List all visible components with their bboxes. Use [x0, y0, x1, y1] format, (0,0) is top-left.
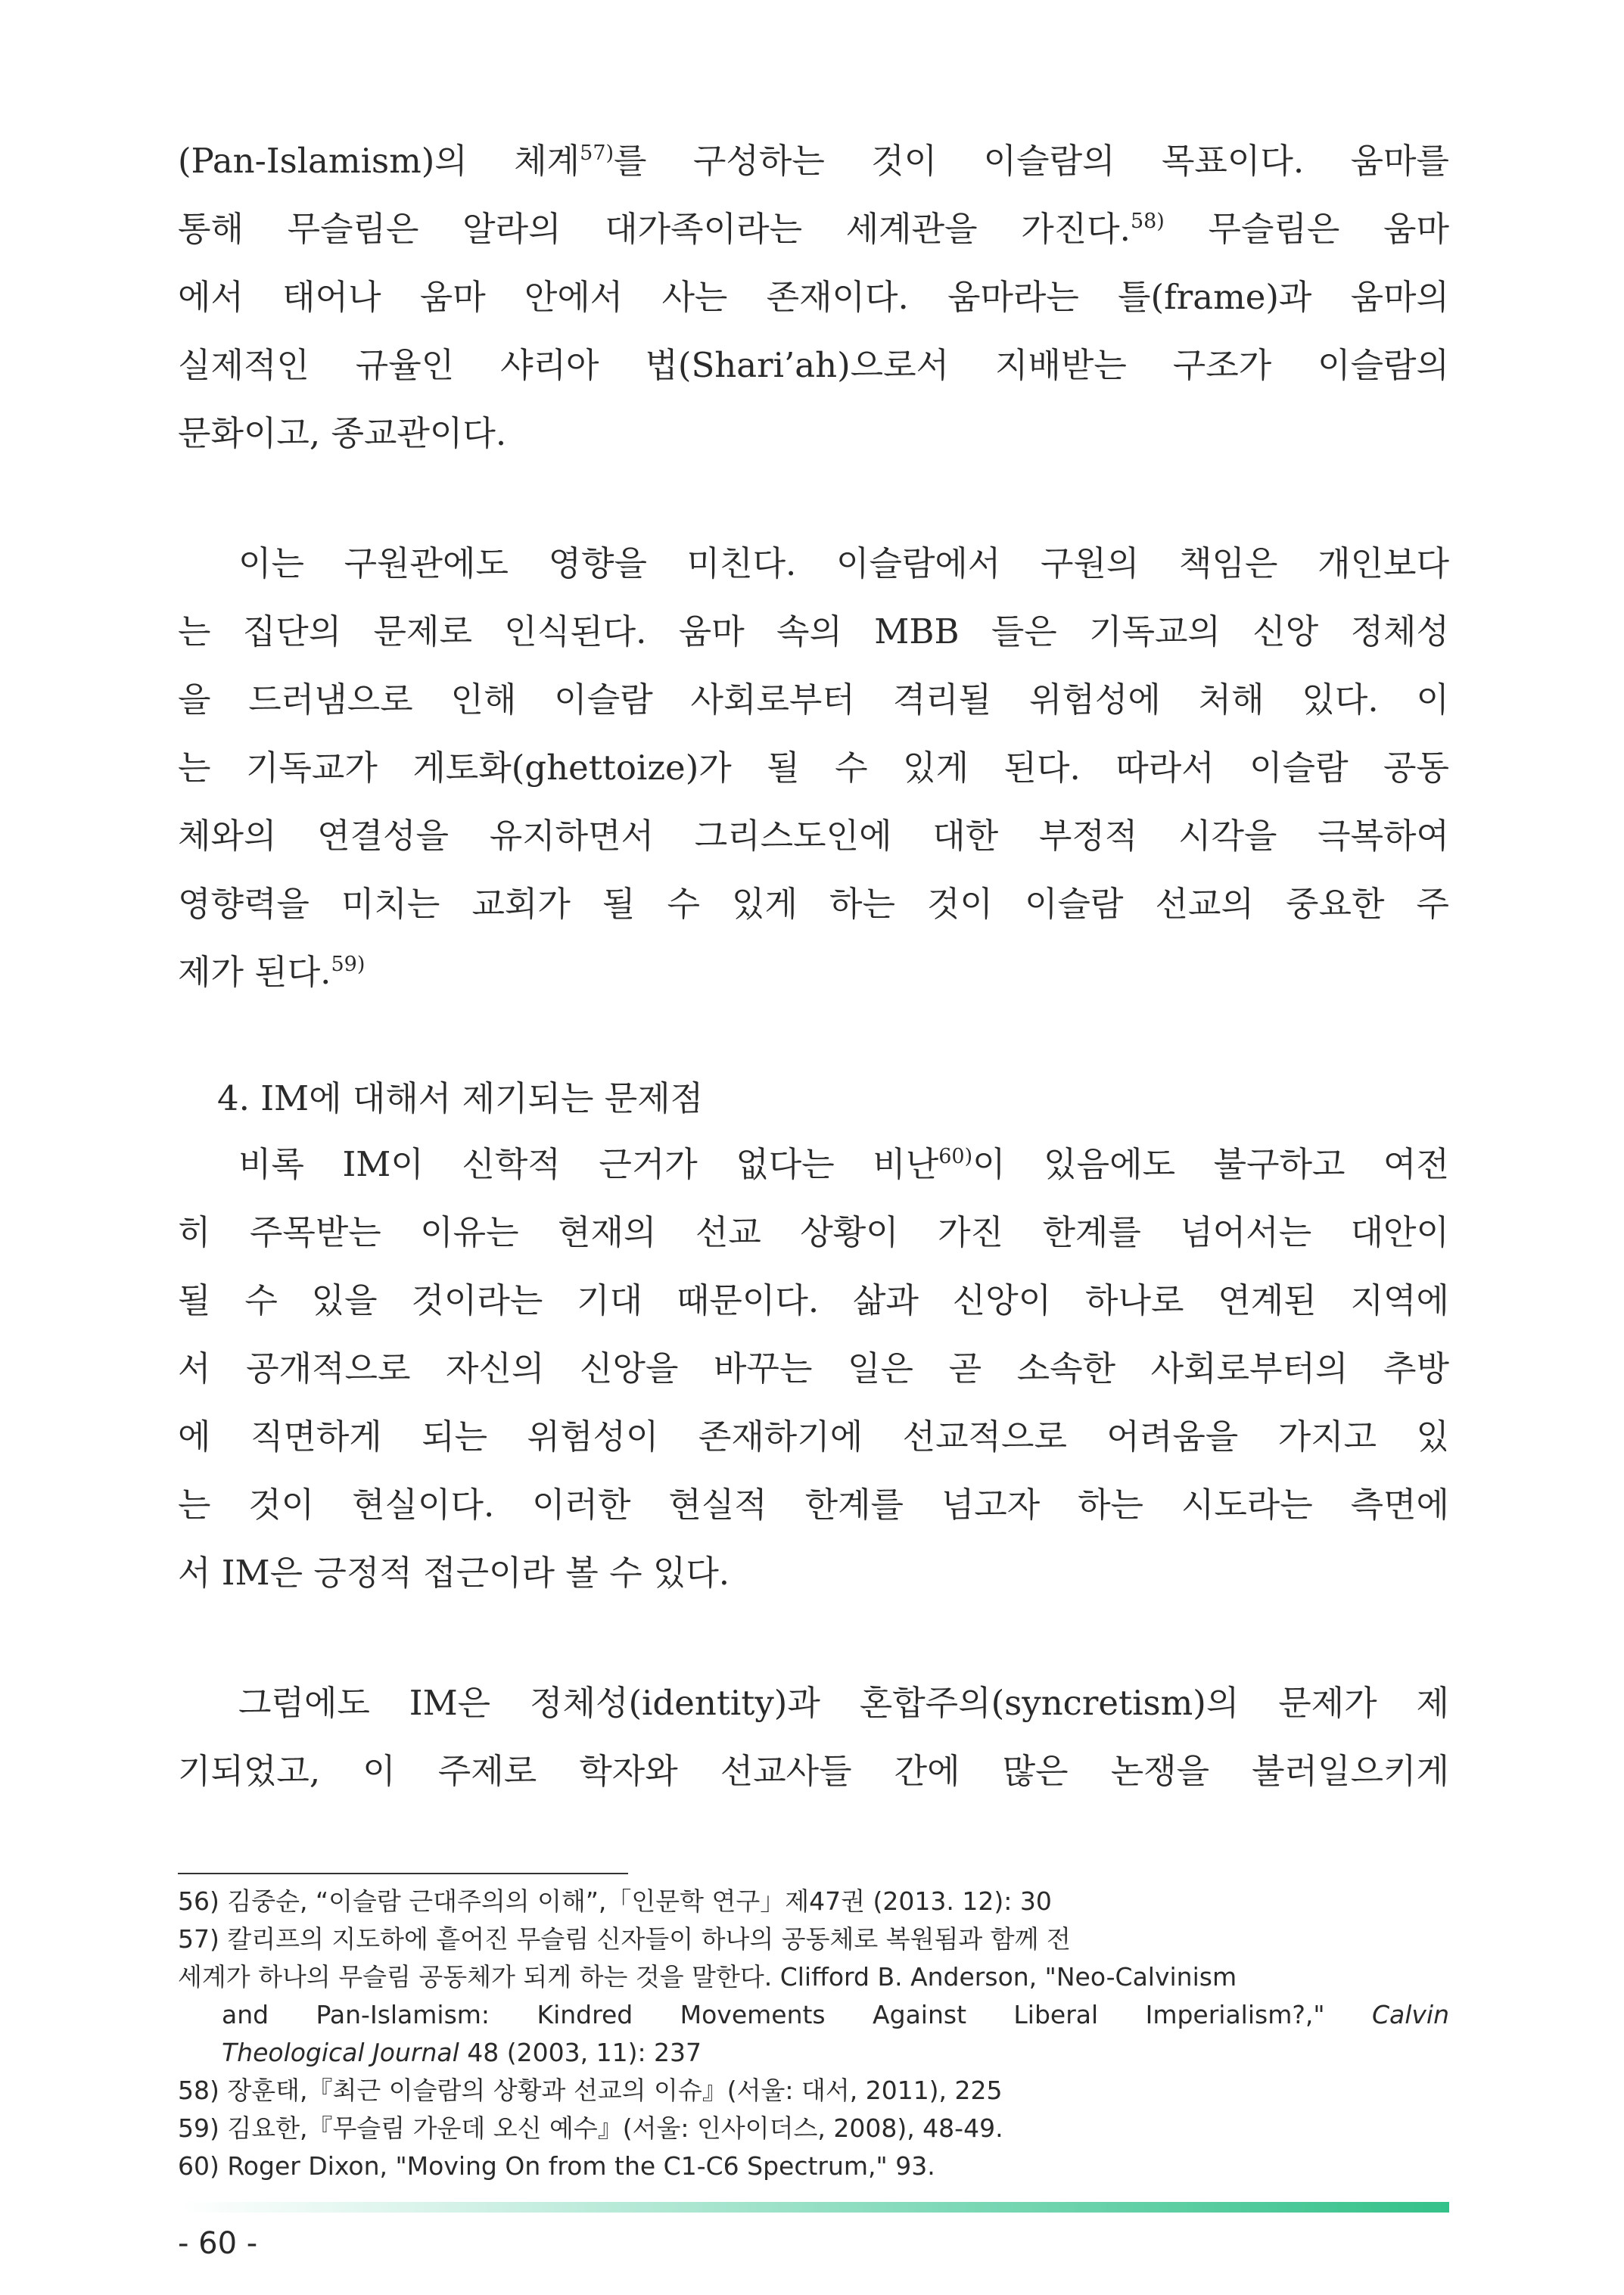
journal-title: Calvin — [1371, 2000, 1449, 2029]
footnote-57-continued: and Pan-Islamism: Kindred Movements Against Liberal Imperialism?," Calvin — [222, 2000, 1449, 2029]
text-line: 그럼에도 IM은 정체성(identity)과 혼합주의(syncretism)의 문제가 제 — [238, 1683, 1449, 1723]
text-line: 될 수 있을 것이라는 기대 때문이다. 삶과 신앙이 하나로 연계된 지역에 — [178, 1280, 1449, 1320]
paragraph — [178, 1669, 1449, 1805]
text-line: 통해 무슬림은 알라의 대가족이라는 세계관을 가진다.$^{58)}$ 무슬림은 움마 — [178, 209, 1449, 249]
text-line: 기되었고, 이 주제로 학자와 선교사들 간에 많은 논쟁을 불러일으키게 — [178, 1751, 1449, 1791]
footer-gradient-bar — [178, 2202, 1449, 2213]
text-line: 이는 구원관에도 영향을 미친다. 이슬람에서 구원의 책임은 개인보다 — [238, 543, 1449, 583]
footnote-divider — [178, 1873, 628, 1874]
text-line: 히 주목받는 이유는 현재의 선교 상황이 가진 한계를 넘어서는 대안이 — [178, 1212, 1449, 1252]
page-number: - 60 - — [178, 2226, 258, 2261]
text-line: 문화이고, 종교관이다. — [178, 413, 507, 453]
body-text — [178, 127, 1449, 1805]
footnote-56: 56) 김중순, “이슬람 근대주의의 이해”,「인문학 연구」제47권 (2013. 12): 30 — [178, 1886, 1052, 1916]
footnotes — [178, 1883, 1449, 2185]
footnote-60: 60) Roger Dixon, "Moving On from the C1-C6 Spectrum," 93. — [178, 2151, 935, 2181]
footnote-57: 57) 칼리프의 지도하에 흩어진 무슬림 신자들이 하나의 공동체로 복원됨과 함께 전 — [178, 1924, 1071, 1954]
text-line: 을 드러냄으로 인해 이슬람 사회로부터 격리될 위험성에 처해 있다. 이 — [178, 679, 1449, 720]
text-line: 영향력을 미치는 교회가 될 수 있게 하는 것이 이슬람 선교의 중요한 주 — [178, 884, 1449, 924]
paragraph — [178, 1130, 1449, 1607]
text-line: 에서 태어나 움마 안에서 사는 존재이다. 움마라는 틀(frame)과 움마의 — [178, 277, 1449, 317]
footnote-ref[interactable]: 58) — [1130, 210, 1165, 233]
footnote-59: 59) 김요한,『무슬림 가운데 오신 예수』(서울: 인사이더스, 2008), 48-49. — [178, 2113, 1003, 2143]
footnote-ref[interactable]: 59) — [331, 953, 366, 976]
footnote-ref[interactable]: 57) — [580, 141, 614, 165]
text-line: 는 집단의 문제로 인식된다. 움마 속의 MBB 들은 기독교의 신앙 정체성 — [178, 611, 1449, 651]
paragraph — [178, 127, 1449, 468]
text-line: 는 기독교가 게토화(ghettoize)가 될 수 있게 된다. 따라서 이슬람 공동 — [178, 748, 1449, 788]
text-line: 는 것이 현실이다. 이러한 현실적 한계를 넘고자 하는 시도라는 측면에 — [178, 1485, 1449, 1525]
journal-title: Theological Journal — [222, 2038, 459, 2067]
footnote-57-continued: Theological Journal 48 (2003, 11): 237 — [222, 2038, 702, 2067]
footnote-58: 58) 장훈태,『최근 이슬람의 상황과 선교의 이슈』(서울: 대서, 2011), 225 — [178, 2076, 1003, 2105]
text-line: 서 IM은 긍정적 접근이라 볼 수 있다. — [178, 1553, 730, 1593]
footnote-57-continued: 세계가 하나의 무슬림 공동체가 되게 하는 것을 말한다. Clifford B. Anderson, "Neo-Calvinism — [178, 1962, 1237, 1992]
text-line: (Pan-Islamism)의 체계$^{57)}$를 구성하는 것이 이슬람의 목표이다. 움마를 — [178, 141, 1449, 181]
text-line: 체와의 연결성을 유지하면서 그리스도인에 대한 부정적 시각을 극복하여 — [178, 816, 1449, 856]
footnote-ref[interactable]: 60) — [938, 1145, 973, 1168]
section-heading: 4. IM에 대해서 제기되는 문제점 — [217, 1078, 704, 1118]
text-line: 에 직면하게 되는 위험성이 존재하기에 선교적으로 어려움을 가지고 있 — [178, 1416, 1449, 1457]
text-line: 비록 IM이 신학적 근거가 없다는 비난$^{60)}$이 있음에도 불구하고 여전 — [238, 1144, 1449, 1184]
text-line: 실제적인 규율인 샤리아 법(Shari’ah)으로서 지배받는 구조가 이슬람의 — [178, 345, 1449, 385]
text-line: 서 공개적으로 자신의 신앙을 바꾸는 일은 곧 소속한 사회로부터의 추방 — [178, 1348, 1449, 1389]
paragraph — [178, 530, 1449, 1006]
text-line: 제가 된다.$^{59)}$ — [178, 952, 366, 992]
